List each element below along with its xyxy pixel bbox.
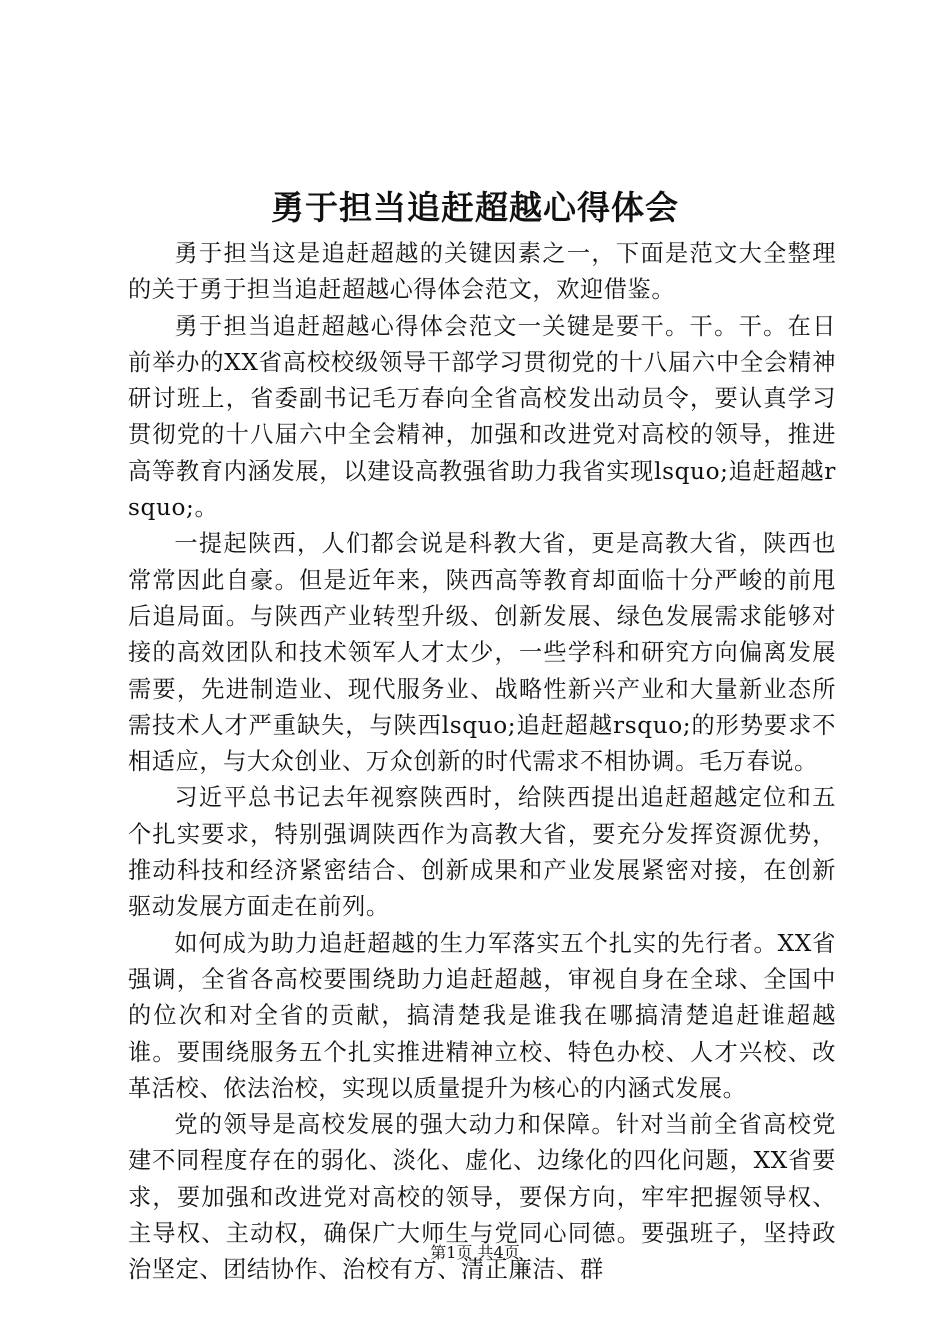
paragraph-1: 勇于担当这是追赶超越的关键因素之一，下面是范文大全整理的关于勇于担当追赶超越心得体会范文，欢迎借鉴。	[128, 240, 836, 304]
paragraph-2: 勇于担当追赶超越心得体会范文一关键是要干。干。干。在日前举办的XX省高校校级领导干部学习贯彻党的十八届六中全会精神研讨班上，省委副书记毛万春向全省高校发出动员令，要认真学习贯彻党的十八届六中全会精神，加强和改进党对高校的领导，推进高等教育内涵发展，以建设高教强省助力我省实现lsquo;追赶超越rsquo;。	[128, 312, 836, 522]
paragraph-4: 习近平总书记去年视察陕西时，给陕西提出追赶超越定位和五个扎实要求，特别强调陕西作为高教大省，要充分发挥资源优势，推动科技和经济紧密结合、创新成果和产业发展紧密对接，在创新驱动发展方面走在前列。	[128, 784, 836, 921]
page-footer: 第1页 共4页	[430, 1243, 520, 1262]
paragraph-3: 一提起陕西，人们都会说是科教大省，更是高教大省，陕西也常常因此自豪。但是近年来，陕西高等教育却面临十分严峻的前甩后追局面。与陕西产业转型升级、创新发展、绿色发展需求能够对接的高效团队和技术领军人才太少，一些学科和研究方向偏离发展需要，先进制造业、现代服务业、战略性新兴产业和大量新业态所需技术人才严重缺失，与陕西lsquo;追赶超越rsquo;的形势要求不相适应，与大众创业、万众创新的时代需求不相协调。毛万春说。	[128, 530, 836, 776]
document-title: 勇于担当追赶超越心得体会	[271, 188, 679, 227]
paragraph-5: 如何成为助力追赶超越的生力军落实五个扎实的先行者。XX省强调，全省各高校要围绕助力追赶超越，审视自身在全球、全国中的位次和对全省的贡献，搞清楚我是谁我在哪搞清楚追赶谁超越谁。要围绕服务五个扎实推进精神立校、特色办校、人才兴校、改革活校、依法治校，实现以质量提升为核心的内涵式发展。	[128, 929, 836, 1102]
document-body	[128, 236, 836, 1289]
paragraph-6: 党的领导是高校发展的强大动力和保障。针对当前全省高校党建不同程度存在的弱化、淡化、虚化、边缘化的四化问题，XX省要求，要加强和改进党对高校的领导，要保方向，牢牢把握领导权、主导权、主动权，确保广大师生与党同心同德。要强班子，坚持政治坚定、团结协作、治校有方、清正廉洁、群	[128, 1111, 836, 1284]
